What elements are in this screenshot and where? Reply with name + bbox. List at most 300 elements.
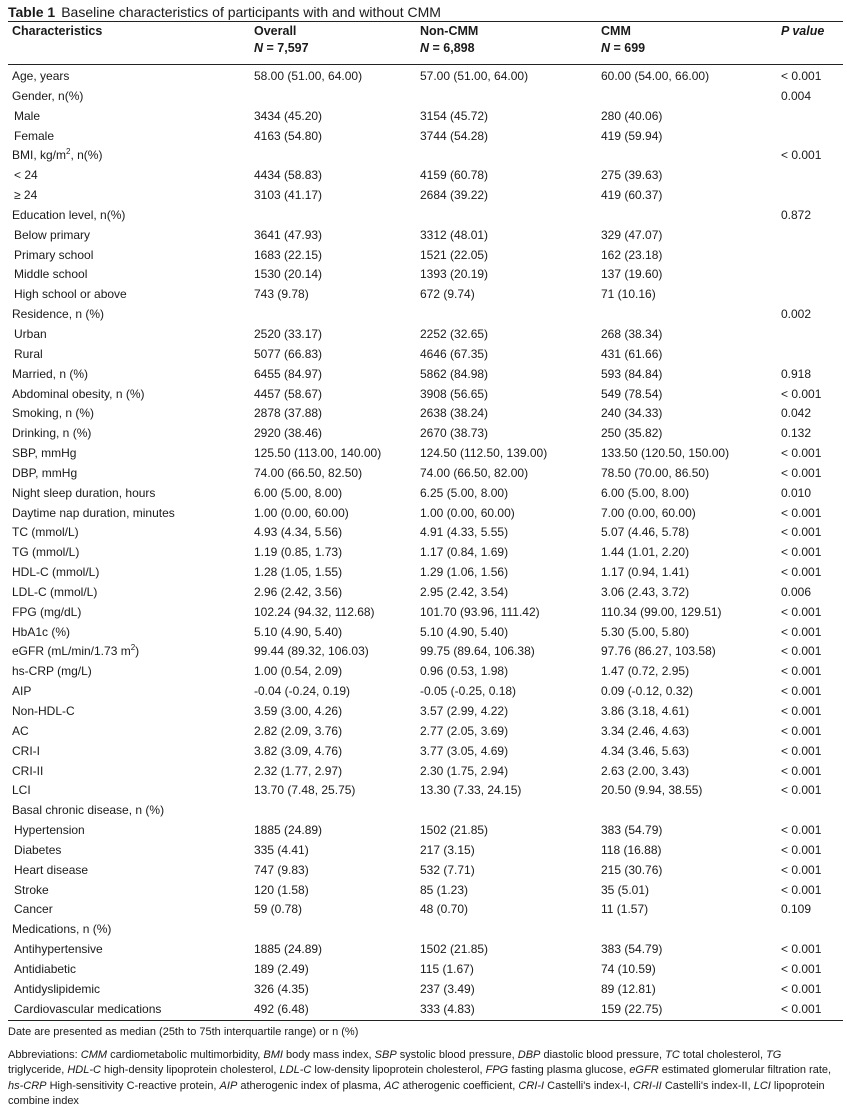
table-row [8,504,843,524]
table-row [8,424,843,444]
cell-overall: 6.00 (5.00, 8.00) [254,485,343,500]
cell-non-cmm: 217 (3.15) [420,842,475,857]
cell-overall: 1530 (20.14) [254,267,323,282]
table-row [8,722,843,742]
cell-non-cmm: 1521 (22.05) [420,247,489,262]
cell-p-value: 0.006 [781,584,812,599]
cell-cmm: 383 (54.79) [601,942,663,957]
cell-cmm: 215 (30.76) [601,862,663,877]
cell-characteristic: Married, n (%) [12,366,89,381]
abbreviation-term: BMI [263,1048,283,1061]
cell-cmm: 268 (38.34) [601,326,663,341]
cell-p-value: < 0.001 [781,69,822,83]
cell-overall: 3103 (41.17) [254,188,323,203]
cell-p-value: < 0.001 [781,684,822,699]
cell-cmm: 1.17 (0.94, 1.41) [601,565,690,580]
table-row [8,127,843,147]
cell-cmm: 1.47 (0.72, 2.95) [601,664,690,679]
table-row [8,841,843,861]
table-row [8,523,843,543]
table-row [8,1000,843,1020]
header-cmm: CMM [601,24,631,38]
table-row [8,821,843,841]
cell-cmm: 5.30 (5.00, 5.80) [601,624,690,639]
table-row [8,762,843,782]
cell-cmm: 3.06 (2.43, 3.72) [601,584,690,599]
cell-cmm: 35 (5.01) [601,882,650,897]
cell-non-cmm: 85 (1.23) [420,882,469,897]
cell-non-cmm: 6.25 (5.00, 8.00) [420,485,509,500]
cell-overall: 74.00 (66.50, 82.50) [254,465,363,480]
cell-overall: 120 (1.58) [254,882,309,897]
table-row [8,404,843,424]
cell-cmm: 118 (16.88) [601,842,662,857]
abbreviation-definition: total cholesterol [682,1048,760,1061]
cell-cmm: 2.63 (2.00, 3.43) [601,763,690,778]
cell-non-cmm: 124.50 (112.50, 139.00) [420,446,548,461]
table-row [8,861,843,881]
table-row [8,226,843,246]
cell-non-cmm: 3154 (45.72) [420,108,489,123]
cell-cmm: 6.00 (5.00, 8.00) [601,485,690,500]
table-row [8,305,843,325]
cell-characteristic: High school or above [14,287,127,302]
cell-p-value: < 0.001 [781,148,822,163]
cell-p-value: < 0.001 [781,1001,822,1016]
abbreviation-definition: cardiometabolic multimorbidity [110,1048,258,1061]
cell-non-cmm: 2670 (38.73) [420,426,489,441]
abbreviations-prefix: Abbreviations: [8,1048,78,1061]
abbreviation-term: AC [384,1079,400,1092]
cell-characteristic: Stroke [14,882,49,897]
table-row [8,543,843,563]
cell-non-cmm: 3.57 (2.99, 4.22) [420,704,509,718]
cell-characteristic: Antihypertensive [14,942,103,957]
cell-characteristic: AIP [12,684,32,699]
cell-cmm: 250 (35.82) [601,426,663,441]
table-row [8,166,843,186]
table-caption-text: Baseline characteristics of participants with and without CMM [61,4,441,20]
abbreviation-definition: systolic blood pressure [399,1048,512,1061]
abbreviation-definition: triglyceride [8,1064,62,1076]
abbreviation-term: FPG [485,1064,509,1076]
cell-non-cmm: 99.75 (89.64, 106.38) [420,644,535,659]
cell-characteristic: Residence, n (%) [12,307,105,322]
cell-p-value: < 0.001 [781,743,822,758]
cell-overall: 4434 (58.83) [254,168,323,183]
abbreviation-definition: body mass index [286,1048,369,1061]
cell-overall: 99.44 (89.32, 106.03) [254,644,369,659]
cell-non-cmm: 2684 (39.22) [420,188,489,203]
n-overall: N = 7,597 [254,41,309,55]
cell-characteristic: Non-HDL-C [12,704,75,718]
cell-characteristic: HbA1c (%) [12,624,71,639]
cell-characteristic: Diabetes [14,842,62,857]
cell-cmm: 11 (1.57) [601,902,649,917]
cell-p-value: < 0.001 [781,961,822,976]
cell-characteristic: Rural [14,346,43,361]
table-body [8,67,843,1020]
cell-overall: 335 (4.41) [254,842,309,857]
table-row [8,265,843,285]
cell-cmm: 74 (10.59) [601,961,656,976]
cell-p-value: < 0.001 [781,882,822,897]
cell-non-cmm: 1.00 (0.00, 60.00) [420,505,515,520]
cell-non-cmm: 2.30 (1.75, 2.94) [420,763,509,778]
table-footnote: Date are presented as median (25th to 75th interquartile range) or n (%) [8,1025,359,1038]
cell-cmm: 329 (47.07) [601,227,663,242]
table-label: Table 1 [8,4,56,20]
table-row [8,87,843,107]
cell-characteristic: LDL-C (mmol/L) [12,584,98,599]
cell-non-cmm: 5862 (84.98) [420,366,489,381]
cell-non-cmm: 2638 (38.24) [420,406,489,421]
cell-p-value: < 0.001 [781,842,822,857]
cell-characteristic: Abdominal obesity, n (%) [12,386,145,401]
table-row [8,107,843,127]
table-row [8,385,843,405]
cell-cmm: 383 (54.79) [601,823,663,838]
table-row [8,67,843,87]
cell-p-value: < 0.001 [781,545,822,560]
cell-non-cmm: 2252 (32.65) [420,326,489,341]
cell-non-cmm: 2.95 (2.42, 3.54) [420,584,509,599]
table-row [8,702,843,722]
n-cmm: N = 699 [601,41,646,55]
abbreviation-definition: lipoprotein combine index [8,1079,825,1107]
header-non-cmm: Non-CMM [420,24,479,38]
cell-cmm: 71 (10.16) [601,287,656,302]
table-row [8,146,843,166]
cell-cmm: 419 (59.94) [601,128,663,143]
cell-cmm: 110.34 (99.00, 129.51) [601,604,722,619]
n-overall-value: 7,597 [277,41,309,55]
cell-characteristic: CRI-I [12,743,40,758]
cell-overall: 1885 (24.89) [254,942,323,957]
table-row [8,246,843,266]
table-row [8,940,843,960]
cell-overall: -0.04 (-0.24, 0.19) [254,684,351,699]
abbreviation-definition: Castelli's index-I [547,1079,627,1092]
cell-p-value: < 0.001 [781,386,822,401]
cell-cmm: 240 (34.33) [601,406,663,421]
cell-overall: 6455 (84.97) [254,366,323,381]
cell-p-value: 0.004 [781,88,812,103]
cell-characteristic: Male [14,108,41,123]
cell-characteristic: AC [12,723,29,738]
cell-characteristic: Medications, n (%) [12,922,112,937]
cell-overall: 2.82 (2.09, 3.76) [254,723,343,738]
cell-characteristic: LCI [12,783,31,798]
header-overall: Overall [254,24,297,38]
table-row [8,464,843,484]
table-row [8,900,843,920]
table-row [8,345,843,365]
cell-cmm: 89 (12.81) [601,981,656,996]
cell-p-value: 0.042 [781,406,812,421]
cell-non-cmm: 2.77 (2.05, 3.69) [420,723,509,738]
cell-characteristic: Middle school [14,267,88,282]
cell-overall: 2920 (38.46) [254,426,323,441]
abbreviation-term: CMM [80,1048,108,1061]
table-row [8,920,843,940]
table-row [8,881,843,901]
header-characteristics: Characteristics [12,24,103,38]
cell-cmm: 431 (61.66) [601,346,663,361]
cell-overall: 1683 (22.15) [254,247,323,262]
table-row [8,325,843,345]
cell-cmm: 593 (84.84) [601,366,663,381]
cell-cmm: 60.00 (54.00, 66.00) [601,69,710,83]
table-row [8,444,843,464]
abbreviation-term: LCI [753,1079,771,1092]
abbreviation-definition: estimated glomerular filtration rate [661,1064,829,1076]
cell-p-value: 0.010 [781,485,812,500]
abbreviation-term: LDL-C [279,1064,312,1076]
cell-non-cmm: 3744 (54.28) [420,128,489,143]
header-p-value [781,24,824,38]
cell-non-cmm: 115 (1.67) [420,961,474,976]
header-p-value-text: P value [781,24,825,38]
cell-overall: 1.00 (0.00, 60.00) [254,505,349,520]
cell-non-cmm: 1393 (20.19) [420,267,489,282]
cell-overall: 1.19 (0.85, 1.73) [254,545,343,560]
cell-non-cmm: 3312 (48.01) [420,227,489,242]
cell-cmm: 275 (39.63) [601,168,663,183]
cell-p-value: 0.002 [781,307,812,322]
cell-characteristic: Below primary [14,227,91,242]
cell-p-value: < 0.001 [781,604,822,619]
cell-overall: 2.96 (2.42, 3.56) [254,584,343,599]
cell-characteristic: HDL-C (mmol/L) [12,565,100,580]
cell-overall: 747 (9.83) [254,862,309,877]
cell-cmm: 133.50 (120.50, 150.00) [601,446,730,461]
cell-characteristic: Urban [14,326,47,341]
cell-overall: 4163 (54.80) [254,128,323,143]
cell-characteristic: CRI-II [12,763,44,778]
n-non-cmm-value: 6,898 [443,41,475,55]
cell-characteristic: Drinking, n (%) [12,426,92,441]
cell-characteristic: eGFR (mL/min/1.73 $m^2$) [12,643,140,659]
cell-non-cmm: 1.29 (1.06, 1.56) [420,565,509,580]
cell-p-value: 0.918 [781,366,812,381]
abbreviation-term: SBP [374,1048,397,1061]
cell-p-value: < 0.001 [781,446,822,461]
cell-non-cmm: 532 (7.71) [420,862,475,877]
abbreviations: Abbreviations: CMM cardiometabolic multimorbidity, BMI body mass index, SBP systolic blood pressure, DBP diastolic blood pressure, TC total cholesterol, TG triglyceride, HDL-C high-density lipoprotein cholesterol, LDL-C low-density lipoprotein cholesterol, FPG fasting plasma glucose, eGFR estimated glomerular filtration rate, hs-CRP High-sensitivity C-reactive protein, AIP atherogenic index of plasma, AC atherogenic coefficient, CRI-I Castelli's index-I, CRI-II Castelli's index-II, LCI lipoprotein combine index [8,1048,832,1107]
cell-characteristic: BMI, $kg/m^2$, n(%) [12,147,103,163]
table-row [8,742,843,762]
cell-characteristic: FPG (mg/dL) [12,604,82,619]
header-rule [8,64,843,65]
cell-overall: 58.00 (51.00, 64.00) [254,69,363,83]
cell-p-value: < 0.001 [781,783,822,798]
cell-cmm: 97.76 (86.27, 103.58) [601,644,716,659]
cell-overall: 326 (4.35) [254,981,309,996]
cell-characteristic: < 24 [14,168,38,183]
table-row [8,781,843,801]
cell-overall: 1.00 (0.54, 2.09) [254,664,343,679]
cell-overall: 5077 (66.83) [254,346,323,361]
cell-non-cmm: 57.00 (51.00, 64.00) [420,69,529,83]
cell-non-cmm: 3908 (56.65) [420,386,489,401]
table-row [8,186,843,206]
cell-p-value: < 0.001 [781,704,822,718]
abbreviation-term: hs-CRP [8,1079,47,1092]
cell-p-value: < 0.001 [781,981,822,996]
abbreviation-definition: High-sensitivity C-reactive protein [49,1079,214,1092]
cell-cmm: 159 (22.75) [601,1001,663,1016]
cell-overall: 2520 (33.17) [254,326,323,341]
cell-characteristic: TG (mmol/L) [12,545,80,560]
cell-non-cmm: 5.10 (4.90, 5.40) [420,624,509,639]
cell-cmm: 78.50 (70.00, 86.50) [601,465,710,480]
cell-characteristic: ≥ 24 [14,188,38,203]
cell-characteristic: hs-CRP (mg/L) [12,664,92,679]
cell-cmm: 419 (60.37) [601,188,663,203]
cell-cmm: 162 (23.18) [601,247,663,262]
abbreviation-term: eGFR [629,1064,659,1076]
table-row [8,206,843,226]
cell-characteristic: DBP, mmHg [12,465,78,480]
cell-characteristic: Education level, n(%) [12,207,126,222]
abbreviation-term: DBP [517,1048,541,1061]
cell-cmm: 137 (19.60) [601,267,663,282]
cell-non-cmm: 0.96 (0.53, 1.98) [420,664,509,679]
table-row [8,960,843,980]
abbreviation-definition: high-density lipoprotein cholesterol [104,1064,274,1076]
abbreviation-term: HDL-C [67,1064,101,1076]
cell-cmm: 549 (78.54) [601,386,663,401]
cell-characteristic: Antidiabetic [14,961,77,976]
cell-cmm: 0.09 (-0.12, 0.32) [601,684,694,699]
cell-characteristic: Primary school [14,247,94,262]
abbreviation-term: TC [665,1048,680,1061]
cell-characteristic: Gender, n(%) [12,88,84,103]
table-caption [8,4,843,21]
cell-non-cmm: 13.30 (7.33, 24.15) [420,783,522,798]
abbreviation-definition: Castelli's index-II [664,1079,748,1092]
cell-overall: 2878 (37.88) [254,406,323,421]
cell-characteristic: Hypertension [14,823,85,838]
cell-non-cmm: 4.91 (4.33, 5.55) [420,525,509,540]
cell-cmm: 3.86 (3.18, 4.61) [601,704,690,718]
cell-non-cmm: 1.17 (0.84, 1.69) [420,545,509,560]
cell-non-cmm: 237 (3.49) [420,981,475,996]
cell-overall: 1885 (24.89) [254,823,323,838]
table-row [8,563,843,583]
table-row [8,662,843,682]
cell-non-cmm: 1502 (21.85) [420,823,489,838]
abbreviation-definition: fasting plasma glucose [511,1064,624,1076]
table-row [8,682,843,702]
cell-overall: 4457 (58.67) [254,386,323,401]
cell-p-value: < 0.001 [781,644,822,659]
cell-p-value: < 0.001 [781,862,822,877]
cell-characteristic: Daytime nap duration, minutes [12,505,175,520]
cell-p-value: < 0.001 [781,565,822,580]
cell-overall: 4.93 (4.34, 5.56) [254,525,343,540]
cell-overall: 5.10 (4.90, 5.40) [254,624,343,639]
cell-p-value: < 0.001 [781,624,822,639]
cell-overall: 13.70 (7.48, 25.75) [254,783,356,798]
table-header [8,22,843,60]
abbreviation-definition: atherogenic coefficient [402,1079,513,1092]
cell-p-value: < 0.001 [781,763,822,778]
table-row [8,484,843,504]
cell-characteristic: Smoking, n (%) [12,406,95,421]
cell-cmm: 7.00 (0.00, 60.00) [601,505,696,520]
cell-characteristic: Cancer [14,902,53,917]
abbreviation-definition: low-density lipoprotein cholesterol [314,1064,480,1076]
cell-non-cmm: -0.05 (-0.25, 0.18) [420,684,517,699]
cell-cmm: 3.34 (2.46, 4.63) [601,723,690,738]
cell-cmm: 4.34 (3.46, 5.63) [601,743,690,758]
cell-non-cmm: 333 (4.83) [420,1001,475,1016]
cell-overall: 3.59 (3.00, 4.26) [254,704,343,718]
cell-non-cmm: 74.00 (66.50, 82.00) [420,465,529,480]
table-row [8,642,843,662]
cell-characteristic: Age, years [12,69,70,83]
cell-p-value: < 0.001 [781,823,822,838]
cell-overall: 2.32 (1.77, 2.97) [254,763,343,778]
cell-overall: 492 (6.48) [254,1001,309,1016]
abbreviation-term: TG [766,1048,782,1061]
abbreviation-definition: atherogenic index of plasma [240,1079,378,1092]
cell-characteristic: Basal chronic disease, n (%) [12,803,165,818]
cell-non-cmm: 1502 (21.85) [420,942,489,957]
cell-overall: 59 (0.78) [254,902,303,917]
cell-non-cmm: 48 (0.70) [420,902,469,917]
table-row [8,285,843,305]
cell-overall: 3.82 (3.09, 4.76) [254,743,343,758]
cell-overall: 3434 (45.20) [254,108,323,123]
abbreviation-term: CRI-I [518,1079,545,1092]
table-row [8,583,843,603]
table-row [8,623,843,643]
cell-non-cmm: 101.70 (93.96, 111.42) [420,604,540,619]
cell-non-cmm: 4646 (67.35) [420,346,489,361]
cell-overall: 1.28 (1.05, 1.55) [254,565,343,580]
cell-p-value: 0.109 [781,902,812,917]
cell-p-value: 0.872 [781,207,812,222]
cell-non-cmm: 672 (9.74) [420,287,475,302]
table-row [8,603,843,623]
cell-characteristic: Female [14,128,55,143]
cell-p-value: < 0.001 [781,942,822,957]
cell-characteristic: Heart disease [14,862,89,877]
cell-overall: 743 (9.78) [254,287,309,302]
cell-overall: 189 (2.49) [254,961,309,976]
cell-characteristic: Night sleep duration, hours [12,485,156,500]
cell-cmm: 1.44 (1.01, 2.20) [601,545,690,560]
cell-p-value: < 0.001 [781,465,822,480]
cell-characteristic: Antidyslipidemic [14,981,101,996]
cell-overall: 102.24 (94.32, 112.68) [254,604,375,619]
bottom-rule [8,1020,843,1021]
cell-overall: 3641 (47.93) [254,227,323,242]
cell-non-cmm: 3.77 (3.05, 4.69) [420,743,509,758]
cell-p-value: < 0.001 [781,505,822,520]
cell-p-value: < 0.001 [781,664,822,679]
table-page [8,4,843,1110]
cell-cmm: 280 (40.06) [601,108,663,123]
table-row [8,980,843,1000]
cell-characteristic: TC (mmol/L) [12,525,79,540]
cell-non-cmm: 4159 (60.78) [420,168,489,183]
cell-characteristic: SBP, mmHg [12,446,77,461]
cell-cmm: 5.07 (4.46, 5.78) [601,525,690,540]
